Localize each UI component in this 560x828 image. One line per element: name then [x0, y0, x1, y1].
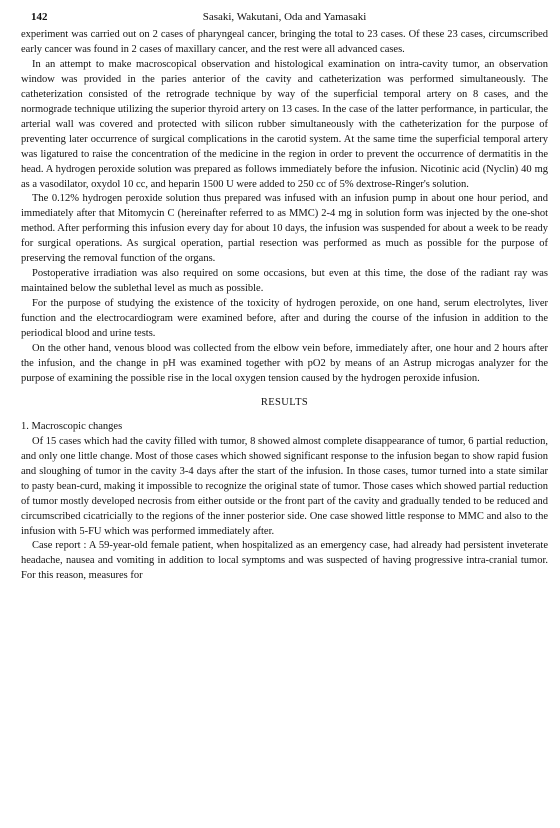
body-paragraph: The 0.12% hydrogen peroxide solution thus prepared was infused with an infusion pump in about one hour period, and immediately after that Mitomycin C (hereinafter referred to as MMC) 2-4 mg in solution form was injected by the one-shot method. After performing this infusion every day for about 10 days, the infusion was suspended for about a week to be ready for surgical operations. As surgical operation, partial resection was performed as much as possible for the purpose of preserving the removal function of the organs.	[21, 193, 548, 265]
body-paragraph: For the purpose of studying the existence of the toxicity of hydrogen peroxide, on one hand, serum electrolytes, liver function and the electrocardiogram were examined before, after and during the course of the infusion in addition to the periodical blood and urine tests.	[21, 298, 548, 340]
subsection-title-macroscopic-changes: 1. Macroscopic changes	[21, 420, 123, 432]
running-head-authors: Sasaki, Wakutani, Oda and Yamasaki	[202, 11, 367, 23]
body-paragraph: Postoperative irradiation was also required on some occasions, but even at this time, the dose of the radiant ray was maintained below the sublethal level as much as possible.	[21, 268, 548, 295]
page-number: 142	[31, 11, 48, 23]
body-paragraph: Case report : A 59-year-old female patient, when hospitalized as an emergency case, had already had persistent inveterate headache, nausea and vomiting in addition to local symptoms and was suspected of having progressive intra-cranial tumor. For this reason, measures for	[21, 540, 548, 582]
body-paragraph: Of 15 cases which had the cavity filled with tumor, 8 showed almost complete disappearance of tumor, 6 partial reduction, and only one little change. Most of those cases which showed significant response to the infusion began to show rapid fusion and sloughing of tumor in the cavity 3-4 days after the start of the infusion. In those cases, tumor turned into a state similar to pasty bean-curd, making it impossible to recognize the original state of tumor. Those cases which showed partial reduction of tumor mostly developed necrosis from either outside or the front part of the cavity and gradually tended to be reduced and circumscribed cicatricially to the regions of the inner posterior side. One case showed little response to MMC and also to the infusion with 5-FU which was performed immediately after.	[21, 435, 548, 537]
body-paragraph: experiment was carried out on 2 cases of pharyngeal cancer, bringing the total to 23 cases. Of these 23 cases, circumscribed early cancer was found in 2 cases of maxillary cancer, and the rest were all advanced cases.	[21, 29, 548, 55]
body-paragraph: In an attempt to make macroscopical observation and histological examination on intra-cavity tumor, an observation window was provided in the paries anterior of the cavity and catheterization was performed simultaneously. The catheterization consisted of the retrograde technique by way of the superficial temporal artery on 8 cases, and the normograde technique utilizing the superior thyroid artery on 13 cases. In the case of the latter performance, in particular, the arterial wall was covered and protected with silicon rubber simultaneously with the catheterization for the purpose of preventing later occurrence of surgical complications in the carotid system. At the same time the superficial temporal artery was ligatured to raise the concentration of the medicine in the region in order to prevent the occurrence of dermatitis in the head. A hydrogen peroxide solution was prepared as follows immediately before the infusion. Nicotinic acid (Nyclin) 40 mg as a vasodilator, oxydol 10 cc, and heparin 1500 U were added to 250 cc of 5% dextrose-Ringer's solution.	[21, 58, 548, 190]
article-body	[21, 28, 548, 584]
body-paragraph: On the other hand, venous blood was collected from the elbow vein before, immediately after, one hour and 2 hours after the infusion, and the change in pH was examined together with pO2 by means of an Astrup microgas analyzer for the purpose of examining the possible rise in the local oxygen tension caused by the hydrogen peroxide infusion.	[21, 343, 548, 384]
results-paragraphs	[21, 435, 548, 585]
section-title-results: RESULTS	[260, 396, 309, 408]
methods-paragraphs	[21, 28, 548, 387]
page-header	[21, 8, 548, 28]
